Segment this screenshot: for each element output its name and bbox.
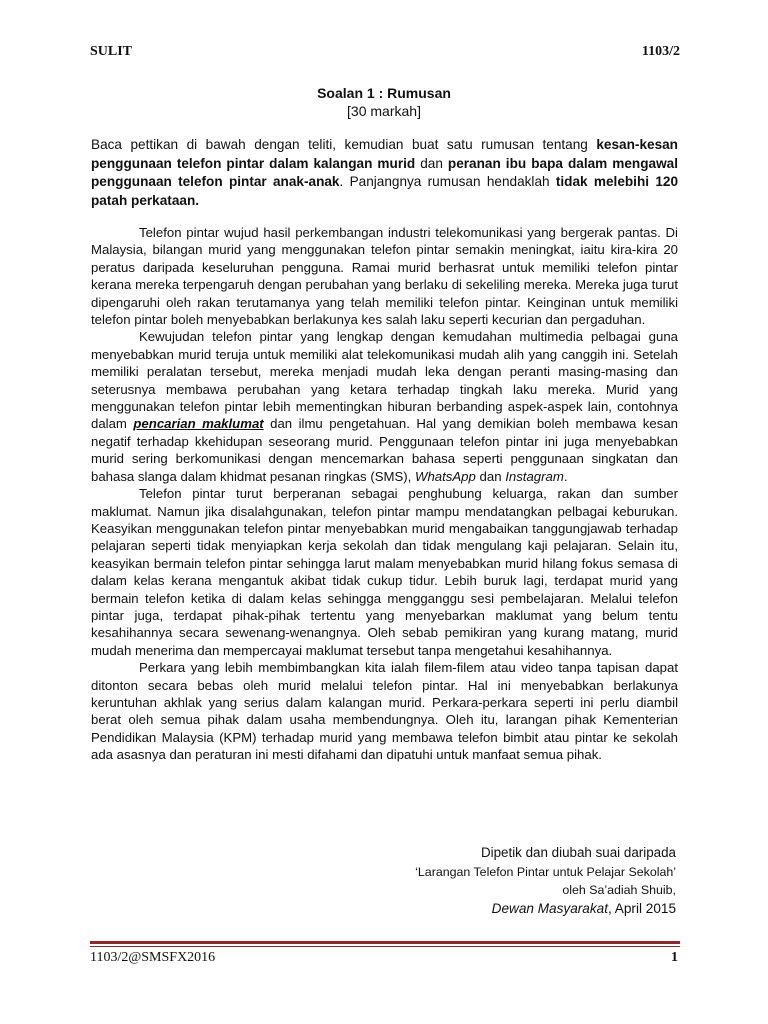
question-title bbox=[0, 84, 768, 120]
question-marks: [30 markah] bbox=[347, 103, 421, 119]
source-magazine: Dewan Masyarakat bbox=[491, 900, 608, 916]
text-segment: kesan-kesan penggunaan telefon pintar dalam kalangan murid bbox=[91, 137, 678, 171]
passage-paragraph-3 bbox=[91, 485, 678, 659]
passage bbox=[91, 224, 678, 764]
passage-paragraph-4 bbox=[91, 659, 678, 763]
footer-code: 1103/2@SMSFX2016 bbox=[90, 950, 216, 965]
text-segment: WhatsApp bbox=[415, 468, 476, 484]
text-segment: pencarian maklumat bbox=[133, 416, 264, 432]
footer-rule-thin bbox=[90, 946, 680, 947]
text-segment: dan bbox=[475, 468, 506, 484]
text-segment: . Panjangnya rumusan hendaklah bbox=[339, 174, 556, 190]
text-segment: tidak melebihi 120 patah perkataan. bbox=[91, 174, 679, 208]
source-article-title: ‘Larangan Telefon Pintar untuk Pelajar Sekolah’ bbox=[415, 864, 676, 879]
source-date: , April 2015 bbox=[607, 900, 676, 916]
text-segment: Telefon pintar turut berperanan sebagai penghubung keluarga, rakan dan sumber maklumat. Namun jika disalahgunakan, telefon pintar mampu mendatangkan pelbagai keburukan. Keasyikan menggunakan telefon pintar menyebabkan murid mengabaikan tanggungjawab terhadap pelajaran seperti tidak menyiapkan kerja sekolah dan tidak mengulang kaji pelajaran. Selain itu, keasyikan bermain telefon pintar sehingga larut malam menyebabkan murid hilang fokus semasa di dalam kelas kerana mengantuk akibat tidak cukup tidur. Lebih buruk lagi, terdapat murid yang bermain telefon ketika di dalam kelas sehingga mengganggu sesi pembelajaran. Melalui telefon pintar juga, terdapat pihak-pihak tertentu yang menyebarkan maklumat yang belum tentu kesahihannya secara sewenang-wenangnya. Oleh sebab pemikiran yang kurang matang, murid mudah menerima dan mempercayai maklumat tersebut tanpa mengetahui kesahihannya. bbox=[91, 486, 678, 658]
passage-paragraph-1 bbox=[91, 224, 678, 328]
text-segment: dan ilmu pengetahuan. Hal yang demikian boleh membawa kesan negatif terhadap kkehidupan seseorang murid. Penggunaan telefon pintar ini juga menyebabkan murid sering berkomunikasi dengan mencemarkan bahasa seperti penggunaan singkatan dan bahasa slanga dalam khidmat pesanan ringkas (SMS), bbox=[91, 416, 678, 484]
text-segment: Kewujudan telefon pintar yang lengkap dengan kemudahan multimedia pelbagai guna menyebabkan murid teruja untuk memiliki alat telekomunikasi mudah alih yang canggih ini. Setelah memiliki peralatan tersebut, mereka menjadi mudah leka dengan peranti masing-masing dan seterusnya membawa perubahan yang ketara terhadap tingkah laku mereka. Murid yang menggunakan telefon pintar lebih mementingkan hiburan berbanding aspek-aspek lain, contohnya dalam bbox=[91, 329, 678, 432]
header-paper-code: 1103/2 bbox=[641, 44, 680, 59]
text-segment: peranan ibu bapa dalam mengawal penggunaan telefon pintar anak-anak bbox=[91, 155, 678, 190]
header-classification: SULIT bbox=[90, 44, 133, 59]
source-author: oleh Sa’adiah Shuib, bbox=[562, 883, 676, 897]
text-segment: . bbox=[563, 468, 568, 484]
text-segment: dan bbox=[415, 155, 448, 171]
text-segment: Baca pettikan di bawah dengan teliti, kemudian buat satu rumusan tentang bbox=[91, 137, 597, 152]
text-segment: Perkara yang lebih membimbangkan kita ialah filem-filem atau video tanpa tapisan dapat ditonton secara bebas oleh murid melalui telefon pintar. Hal ini menyebabkan berlakunya keruntuhan akhlak yang serius dalam kalangan murid. Perkara-perkara seperti ini perlu diambil berat oleh semua pihak dalam usaha membendungnya. Oleh itu, larangan pihak Kementerian Pendidikan Malaysia (KPM) terhadap murid yang membawa telefon bimbit atau pintar ke sekolah ada asasnya dan peraturan ini mesti difahami dan dipatuhi untuk manfaat semua pihak. bbox=[91, 660, 678, 763]
instruction-text bbox=[91, 136, 678, 210]
passage-paragraph-2 bbox=[91, 328, 678, 485]
source-line-1: Dipetik dan diubah suai daripada bbox=[480, 845, 676, 860]
source-publication bbox=[415, 900, 676, 919]
question-heading: Soalan 1 : Rumusan bbox=[317, 85, 451, 101]
footer-rule-thick bbox=[90, 941, 680, 944]
page-number: 1 bbox=[671, 950, 678, 965]
text-segment: Instagram bbox=[505, 468, 564, 484]
source-citation bbox=[415, 844, 676, 918]
text-segment: Telefon pintar wujud hasil perkembangan industri telekomunikasi yang bergerak pantas. Di Malaysia, bilangan murid yang menggunakan telefon pintar semakin meningkat, iaitu kira-kira 20 peratus daripada keseluruhan pengguna. Ramai murid berhasrat untuk memiliki telefon pintar kerana mereka terpengaruh dengan perubahan yang berlaku di sekeliling mereka. Mereka juga turut dipengaruhi oleh rakan terutamanya yang telah memiliki telefon pintar. Keinginan untuk memiliki telefon pintar boleh menyebabkan berlakunya kes salah laku seperti kecurian dan pergaduhan. bbox=[91, 225, 678, 328]
